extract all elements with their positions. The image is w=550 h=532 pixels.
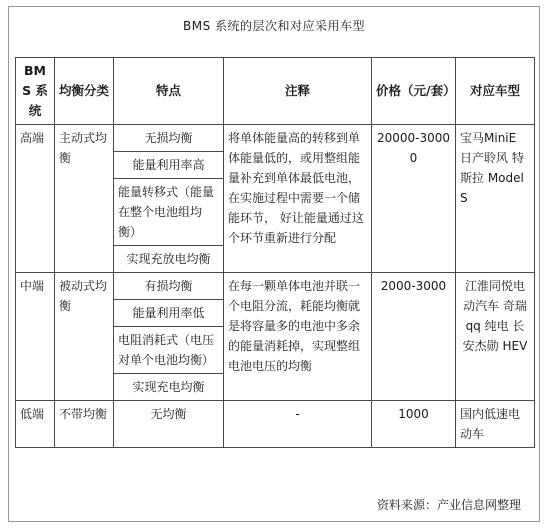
page-title: BMS 系统的层次和对应采用车型 xyxy=(182,19,366,33)
type-cell: 主动式均衡 xyxy=(55,125,114,273)
level-cell: 高端 xyxy=(16,125,55,273)
feature-item: 电阻消耗式（电压对单个电池均衡） xyxy=(114,327,223,374)
table-row xyxy=(16,273,535,401)
price-cell: 2000-3000 xyxy=(372,273,456,401)
note-cell: 在每一颗单体电池并联一个电阻分流，耗能均衡就是将容量多的电池中多余的能量消耗掉，实现整组电池电压的均衡 xyxy=(224,273,372,401)
header-type: 均衡分类 xyxy=(55,58,114,125)
features-cell xyxy=(114,125,224,273)
price-cell: 1000 xyxy=(372,401,456,448)
table-row xyxy=(16,401,535,448)
feature-item: 有损均衡 xyxy=(114,273,223,300)
header-price: 价格（元/套） xyxy=(372,58,456,125)
feature-item: 实现充电均衡 xyxy=(132,380,205,394)
price-cell: 20000-30000 xyxy=(372,125,456,273)
header-bms: BMS 系统 xyxy=(16,58,55,125)
models-cell: 江淮同悦电动汽车 奇瑞qq 纯电 长安杰勋 HEV xyxy=(456,273,535,401)
feature-item: 实现充放电均衡 xyxy=(126,252,211,266)
table-frame xyxy=(8,6,540,522)
table-row xyxy=(16,125,535,273)
note-cell: 将单体能量高的转移到单体能量低的，或用整组能量补充到单体最低电池，在实施过程中需要一个储能环节， 好让能量通过这个环节重新进行分配 xyxy=(224,125,372,273)
header-row xyxy=(16,58,535,125)
models-cell: 国内低速电动车 xyxy=(456,401,535,448)
level-cell: 低端 xyxy=(16,401,55,448)
feature-item: 无损均衡 xyxy=(114,125,223,152)
features-cell: 无均衡 xyxy=(114,401,224,448)
level-cell: 中端 xyxy=(16,273,55,401)
header-features: 特点 xyxy=(114,58,224,125)
bms-table xyxy=(15,57,535,448)
feature-item: 能量利用率低 xyxy=(114,300,223,327)
note-cell: - xyxy=(224,401,372,448)
feature-item: 能量转移式（能量在整个电池组均衡） xyxy=(114,179,223,246)
features-cell xyxy=(114,273,224,401)
models-cell: 宝马MiniE 日产聆风 特斯拉 ModelS xyxy=(456,125,535,273)
source-note: 资料来源：产业信息网整理 xyxy=(376,498,521,512)
type-cell: 不带均衡 xyxy=(55,401,114,448)
type-cell: 被动式均衡 xyxy=(55,273,114,401)
header-note: 注释 xyxy=(224,58,372,125)
header-models: 对应车型 xyxy=(456,58,535,125)
feature-item: 能量利用率高 xyxy=(114,152,223,179)
